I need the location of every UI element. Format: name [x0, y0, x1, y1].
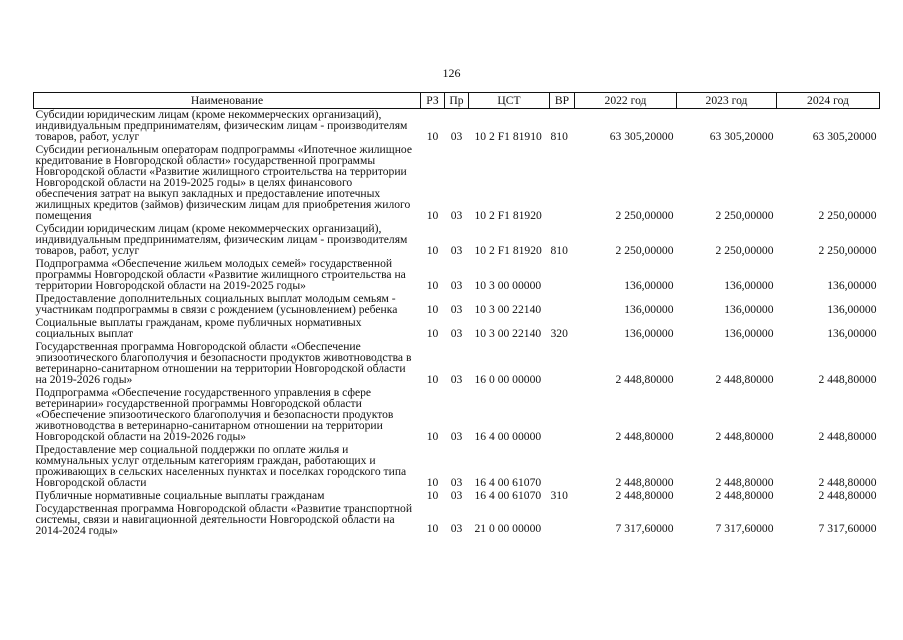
- row-pr: 03: [450, 522, 463, 535]
- row-value-2023: 2 448,80000: [715, 489, 774, 502]
- row-value-2023: 2 250,00000: [715, 209, 774, 222]
- row-value-2023: 2 448,80000: [715, 476, 774, 489]
- page-number: 126: [442, 66, 461, 80]
- header-vr: ВР: [550, 93, 575, 109]
- table-row: [34, 341, 880, 387]
- row-pr: 03: [450, 279, 463, 292]
- row-pr: 03: [450, 430, 463, 443]
- row-pr: 03: [450, 130, 463, 143]
- row-vr: [550, 144, 575, 223]
- row-value-2024: 2 250,00000: [818, 244, 877, 257]
- row-rz: 10: [426, 373, 439, 386]
- row-name: Субсидии юридическим лицам (кроме некоммерческих организаций), индивидуальным предпринимателям, физическим лицам - производителям товаров, работ, услуг: [35, 222, 408, 257]
- row-value-2024: 136,00000: [827, 303, 877, 316]
- row-vr: 310: [550, 489, 568, 502]
- row-cst: 16 4 00 61070: [474, 489, 542, 502]
- row-rz: 10: [426, 430, 439, 443]
- row-rz: 10: [426, 489, 439, 502]
- row-value-2023: 2 448,80000: [715, 430, 774, 443]
- row-value-2022: 2 448,80000: [615, 476, 674, 489]
- row-pr: 03: [450, 209, 463, 222]
- row-value-2022: 2 448,80000: [615, 430, 674, 443]
- row-value-2023: 63 305,20000: [709, 130, 774, 143]
- row-vr: 810: [550, 130, 568, 143]
- row-name: Субсидии региональным операторам подпрограммы «Ипотечное жилищное кредитование в Новгородской области» государственной программы Новгородской области «Развитие жилищного строительства на территории Новгородской области на 2019-2025 годы» в целях финансового обеспечения затрат на выкуп закладных и предоставление ипотечных жилищных кредитов (займов) физическим лицам для приобретения жилого помещения: [35, 143, 412, 222]
- row-vr: 320: [550, 327, 568, 340]
- row-vr: [550, 341, 575, 387]
- row-cst: 10 3 00 22140: [474, 303, 542, 316]
- table-row: [34, 293, 880, 317]
- row-name: Государственная программа Новгородской области «Развитие транспортной системы, связи и навигационной деятельности Новгородской области на 2014-2024 годы»: [35, 502, 413, 537]
- row-vr: 810: [550, 244, 568, 257]
- row-value-2024: 2 448,80000: [818, 489, 877, 502]
- row-value-2024: 63 305,20000: [812, 130, 877, 143]
- row-name: Публичные нормативные социальные выплаты гражданам: [35, 489, 325, 502]
- table-row: [34, 223, 880, 258]
- row-value-2022: 2 448,80000: [615, 373, 674, 386]
- budget-table: [33, 92, 880, 536]
- row-rz: 10: [426, 327, 439, 340]
- row-value-2024: 136,00000: [827, 327, 877, 340]
- row-cst: 16 0 00 00000: [474, 373, 542, 386]
- row-name: Подпрограмма «Обеспечение государственного управления в сфере ветеринарии» государственной программы Новгородской области «Обеспечение эпизоотического благополучия и безопасности продуктов животноводства в ветеринарно-санитарном отношении на территории Новгородской области на 2019-2026 годы»: [35, 386, 394, 443]
- row-value-2023: 2 250,00000: [715, 244, 774, 257]
- row-vr: [550, 387, 575, 444]
- row-pr: 03: [450, 373, 463, 386]
- header-cst: ЦСТ: [469, 93, 550, 109]
- row-cst: 10 2 F1 81910: [474, 130, 542, 143]
- row-value-2023: 2 448,80000: [715, 373, 774, 386]
- row-value-2024: 2 448,80000: [818, 430, 877, 443]
- row-value-2023: 136,00000: [724, 327, 774, 340]
- header-2024: 2024 год: [777, 93, 880, 109]
- table-row: [34, 317, 880, 341]
- row-pr: 03: [450, 476, 463, 489]
- row-vr: [550, 293, 575, 317]
- row-rz: 10: [426, 303, 439, 316]
- header-name: Наименование: [34, 93, 421, 109]
- row-name: Социальные выплаты гражданам, кроме публичных нормативных социальных выплат: [35, 316, 362, 340]
- row-value-2024: 136,00000: [827, 279, 877, 292]
- header-pr: Пр: [445, 93, 469, 109]
- header-2023: 2023 год: [677, 93, 777, 109]
- row-value-2022: 2 448,80000: [615, 489, 674, 502]
- row-cst: 16 4 00 00000: [474, 430, 542, 443]
- row-name: Подпрограмма «Обеспечение жильем молодых семей» государственной программы Новгородской области «Развитие жилищного строительства на территории Новгородской области на 2019-2025 годы»: [35, 257, 406, 292]
- row-cst: 10 2 F1 81920: [474, 244, 542, 257]
- header-2022: 2022 год: [575, 93, 677, 109]
- row-cst: 10 3 00 00000: [474, 279, 542, 292]
- row-value-2022: 2 250,00000: [615, 209, 674, 222]
- table-row: [34, 387, 880, 444]
- row-vr: [550, 444, 575, 490]
- row-value-2023: 7 317,60000: [715, 522, 774, 535]
- table-row: [34, 258, 880, 293]
- table-row: [34, 144, 880, 223]
- row-name: Государственная программа Новгородской области «Обеспечение эпизоотического благополучия и безопасности продуктов животноводства в ветеринарно-санитарном отношении на территории Новгородской области на 2019-2026 годы»: [35, 340, 412, 386]
- row-rz: 10: [426, 522, 439, 535]
- row-value-2022: 136,00000: [624, 303, 674, 316]
- row-value-2022: 136,00000: [624, 279, 674, 292]
- table-body: [34, 109, 880, 537]
- row-value-2022: 136,00000: [624, 327, 674, 340]
- header-rz: РЗ: [421, 93, 445, 109]
- table-row: [34, 503, 880, 536]
- row-pr: 03: [450, 489, 463, 502]
- table-row: [34, 444, 880, 490]
- table-header-row: [34, 93, 880, 109]
- row-rz: 10: [426, 209, 439, 222]
- row-rz: 10: [426, 244, 439, 257]
- row-pr: 03: [450, 327, 463, 340]
- row-vr: [550, 258, 575, 293]
- row-value-2022: 2 250,00000: [615, 244, 674, 257]
- row-value-2022: 63 305,20000: [609, 130, 674, 143]
- row-cst: 16 4 00 61070: [474, 476, 542, 489]
- row-value-2024: 2 250,00000: [818, 209, 877, 222]
- row-value-2024: 2 448,80000: [818, 476, 877, 489]
- row-vr: [550, 503, 575, 536]
- row-rz: 10: [426, 476, 439, 489]
- row-value-2023: 136,00000: [724, 303, 774, 316]
- row-name: Предоставление дополнительных социальных выплат молодым семьям - участникам подпрограммы в связи с рождением (усыновлением) ребенка: [35, 292, 398, 316]
- row-value-2022: 7 317,60000: [615, 522, 674, 535]
- table-row: [34, 109, 880, 145]
- row-pr: 03: [450, 244, 463, 257]
- row-value-2024: 7 317,60000: [818, 522, 877, 535]
- row-name: Предоставление мер социальной поддержки по оплате жилья и коммунальных услуг отдельным категориям граждан, работающих и проживающих в сельских населенных пунктах и поселках городского типа Новгородской области: [35, 443, 407, 489]
- row-cst: 10 3 00 22140: [474, 327, 542, 340]
- row-value-2023: 136,00000: [724, 279, 774, 292]
- row-value-2024: 2 448,80000: [818, 373, 877, 386]
- row-rz: 10: [426, 130, 439, 143]
- row-cst: 21 0 00 00000: [474, 522, 542, 535]
- row-pr: 03: [450, 303, 463, 316]
- row-rz: 10: [426, 279, 439, 292]
- row-name: Субсидии юридическим лицам (кроме некоммерческих организаций), индивидуальным предпринимателям, физическим лицам - производителям товаров, работ, услуг: [35, 108, 408, 143]
- row-cst: 10 2 F1 81920: [474, 209, 542, 222]
